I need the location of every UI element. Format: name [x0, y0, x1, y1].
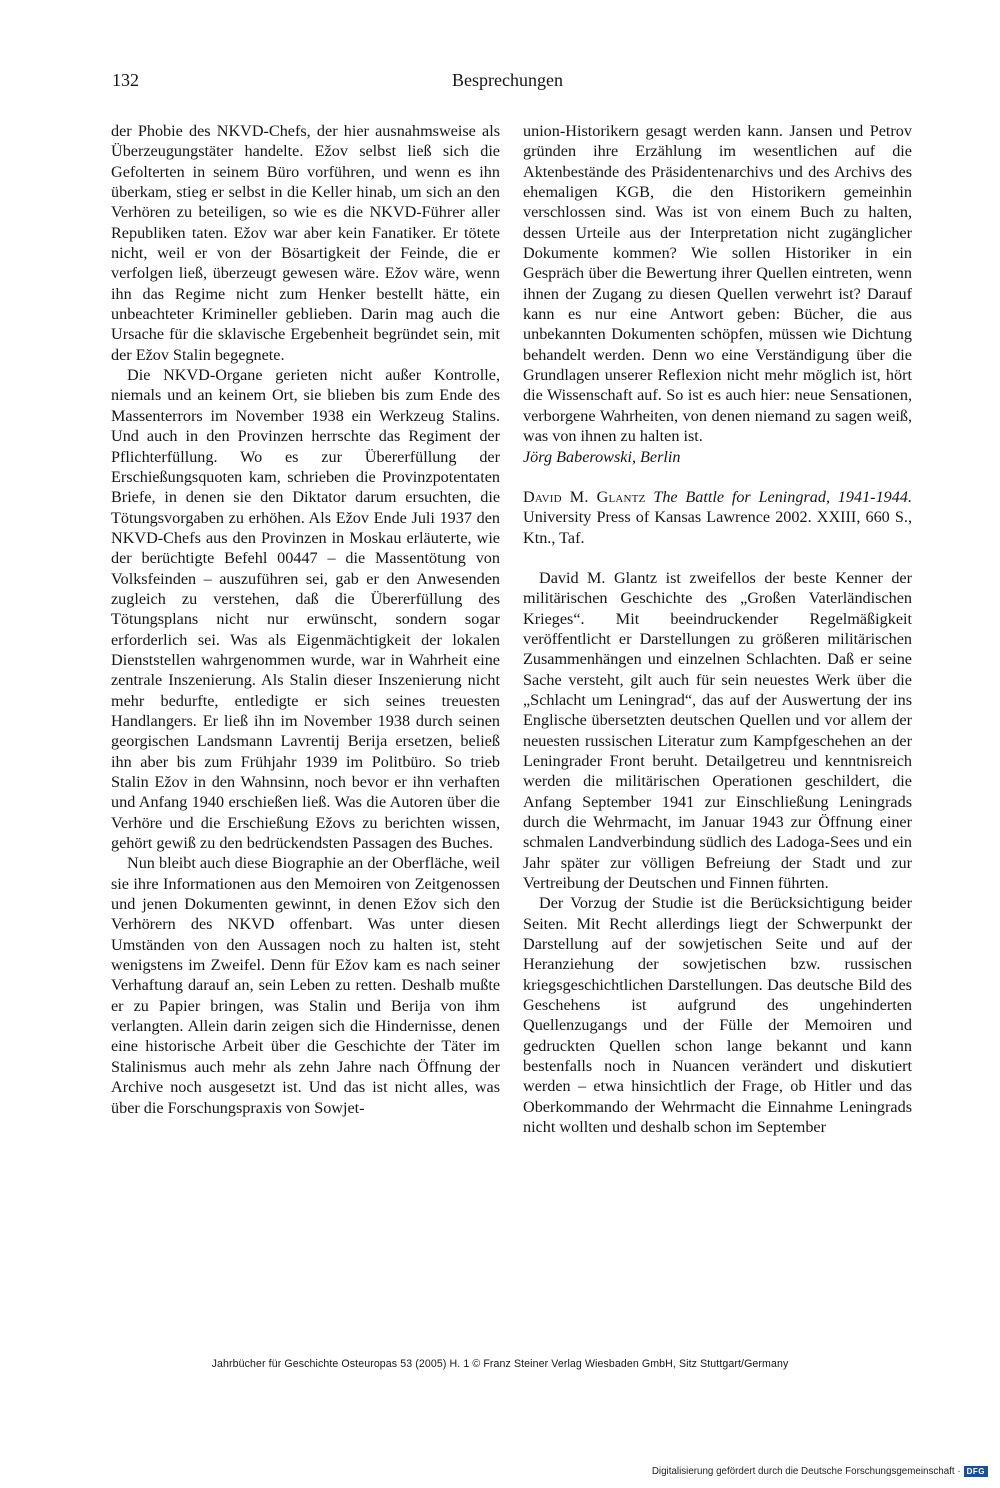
- book-title: The Battle for Leningrad, 1941-1944.: [653, 487, 912, 506]
- left-column: [111, 121, 500, 1118]
- right-column: [523, 121, 912, 1138]
- page-number: 132: [112, 70, 139, 90]
- review-signature: Jörg Baberowski, Berlin: [523, 447, 681, 466]
- paragraph: Der Vorzug der Studie ist die Berücksichtigung beider Seiten. Mit Recht allerdings liegt der Schwerpunkt der Darstellung auf der sowjetischen Seite und auf der Heranziehung der sowjetischen bzw. russischen kriegsgeschichtlichen Darstellungen. Das deutsche Bild des Geschehens ist aufgrund des ungehinderten Quellenzugangs und der Fülle der Memoiren und gedruckten Quellen schon lange bekannt und kann bestenfalls noch in Nuancen verändert und diskutiert werden – etwa hinsichtlich der Frage, ob Hitler und das Oberkommando der Wehrmacht die Einnahme Leningrads nicht wollten und deshalb schon im September: [523, 894, 912, 1137]
- dfg-logo: DFG: [964, 1466, 988, 1477]
- paragraph: union-Historikern gesagt werden kann. Jansen und Petrov gründen ihre Erzählung im wesentlichen auf die Aktenbestände des Präsidentenarchivs und des Archivs des ehemaligen KGB, die den Historikern gemeinhin verschlossen sind. Was ist von einem Buch zu halten, dessen Urteile aus der Interpretation nicht zugänglicher Dokumente kommen? Wie sollen Historiker in ein Gespräch über die Bewertung ihrer Quellen eintreten, wenn ihnen der Zugang zu diesen Quellen verwehrt ist? Darauf kann es nur eine Antwort geben: Bücher, die aus unbekannten Dokumenten schöpfen, müssen wie Dichtung behandelt werden. Denn wo eine Verständigung über die Grundlagen unserer Reflexion nicht mehr möglich ist, hört die Wissenschaft auf. So ist es auch hier: neue Sensationen, verborgene Wahrheiten, von denen niemand zu sagen weiß, was von ihnen zu halten ist.: [523, 122, 912, 446]
- book-publication: University Press of Kansas Lawrence 2002. XXIII, 660 S., Ktn., Taf.: [523, 508, 912, 547]
- paragraph: der Phobie des NKVD-Chefs, der hier ausnahmsweise als Überzeugungstäter handelte. Ežov selbst ließ sich die Gefolterten in seinem Büro vorführen, und wenn es ihn überkam, stieg er selbst in die Keller hinab, um sich an den Verhören zu beteiligen, so wie es die NKVD-Führer aller Republiken taten. Ežov war aber kein Fanatiker. Er tötete nicht, weil er von der Bösartigkeit der Feinde, die er verfolgen ließ, überzeugt gewesen wäre. Ežov wäre, wenn ihn das Regime nicht zum Henker bestellt hätte, ein unbeachteter Krimineller geblieben. Darin mag auch die Ursache für die sklavische Ergebenheit begründet sein, mit der Ežov Stalin begegnete.: [111, 122, 500, 364]
- paragraph: Die NKVD-Organe gerieten nicht außer Kontrolle, niemals und an keinem Ort, sie blieben bis zum Ende des Massenterrors im November 1938 ein Werkzeug Stalins. Und auch in den Provinzen herrschte das Regiment der Pflichterfüllung. Wo es zur Übererfüllung der Erschießungsquoten kam, schrieben die Provinzpotentaten Briefe, in denen sie den Diktator darum ersuchten, die Tötungsvorgaben zu erhöhen. Als Ežov Ende Juli 1937 den NKVD-Chefs aus den Provinzen in Moskau erläuterte, wie der berüchtigte Befehl 00447 – die Massentötung von Volksfeinden – auszuführen sei, gab er den Anwesenden zugleich zu verstehen, daß die Übererfüllung des Tötungsplans nicht nur erwünscht, sondern sogar erforderlich sei. Was als Eigenmächtigkeit der lokalen Dienststellen wahrgenommen wurde, war in Wahrheit eine zentrale Inszenierung. Als Stalin dieser Inszenierung nicht mehr bedurfte, entledigte er sich seines treuesten Handlangers. Er ließ ihn im November 1938 durch seinen georgischen Landsmann Lavrentij Berija ersetzen, beließ ihn aber bis zum Frühjahr 1939 im Politbüro. So trieb Stalin Ežov in den Wahnsinn, noch bevor er ihn verhaften und Anfang 1940 erschießen ließ. Was die Autoren über die Verhöre und die Erschießung Ežovs zu berichten wissen, gehört gewiß zu den bedrückendsten Passagen des Buches.: [111, 366, 500, 853]
- digitization-stamp: [652, 1466, 988, 1477]
- footer-citation: Jahrbücher für Geschichte Osteuropas 53 (2005) H. 1 © Franz Steiner Verlag Wiesbaden GmbH, Sitz Stuttgart/Germany: [211, 1358, 789, 1370]
- running-head: Besprechungen: [452, 70, 563, 90]
- paragraph: Nun bleibt auch diese Biographie an der Oberfläche, weil sie ihre Informationen aus den Memoiren von Zeitgenossen und jenen Dokumenten gewinnt, in denen Ežov sich den Verhörern des NKVD offenbart. Was unter diesen Umständen von den Aussagen noch zu halten ist, steht wenigstens im Zweifel. Denn für Ežov kam es nach seiner Verhaftung darauf an, sein Leben zu retten. Deshalb mußte er zu Papier bringen, was Stalin und Berija von ihm verlangten. Allein darin zeigen sich die Hindernisse, denen eine historische Arbeit über die Geschichte der Täter im Stalinismus auch mehr als zehn Jahre nach Öffnung der Archive noch ausgesetzt ist. Und das ist nicht alles, was über die Forschungspraxis von Sowjet-: [111, 854, 500, 1117]
- book-reference: [523, 487, 912, 548]
- stamp-text: Digitalisierung gefördert durch die Deutsche Forschungsgemeinschaft ·: [651, 1466, 961, 1477]
- paragraph: David M. Glantz ist zweifellos der beste Kenner der militärischen Geschichte des „Großen Vaterländischen Krieges“. Mit beeindruckender Regelmäßigkeit veröffentlicht er Darstellungen zu größeren militärischen Zusammenhängen und einzelnen Schlachten. Daß er seine Sache versteht, gilt auch für sein neuestes Werk über die „Schlacht um Leningrad“, das auf der Auswertung der ins Englische übersetzten deutschen Quellen und vor allem der neuesten russischen Literatur zum Kampfgeschehen an der Leningrader Front beruht. Detailgetreu und kenntnisreich werden die militärischen Operationen geschildert, die Anfang September 1941 zur Einschließung Leningrads durch die Wehrmacht, im Januar 1943 zur Öffnung einer schmalen Landverbindung südlich des Ladoga-Sees und ein Jahr später zur völligen Befreiung der Stadt und zur Vertreibung der Deutschen und Finnen führten.: [523, 568, 912, 893]
- book-author: David M. Glantz: [523, 487, 646, 506]
